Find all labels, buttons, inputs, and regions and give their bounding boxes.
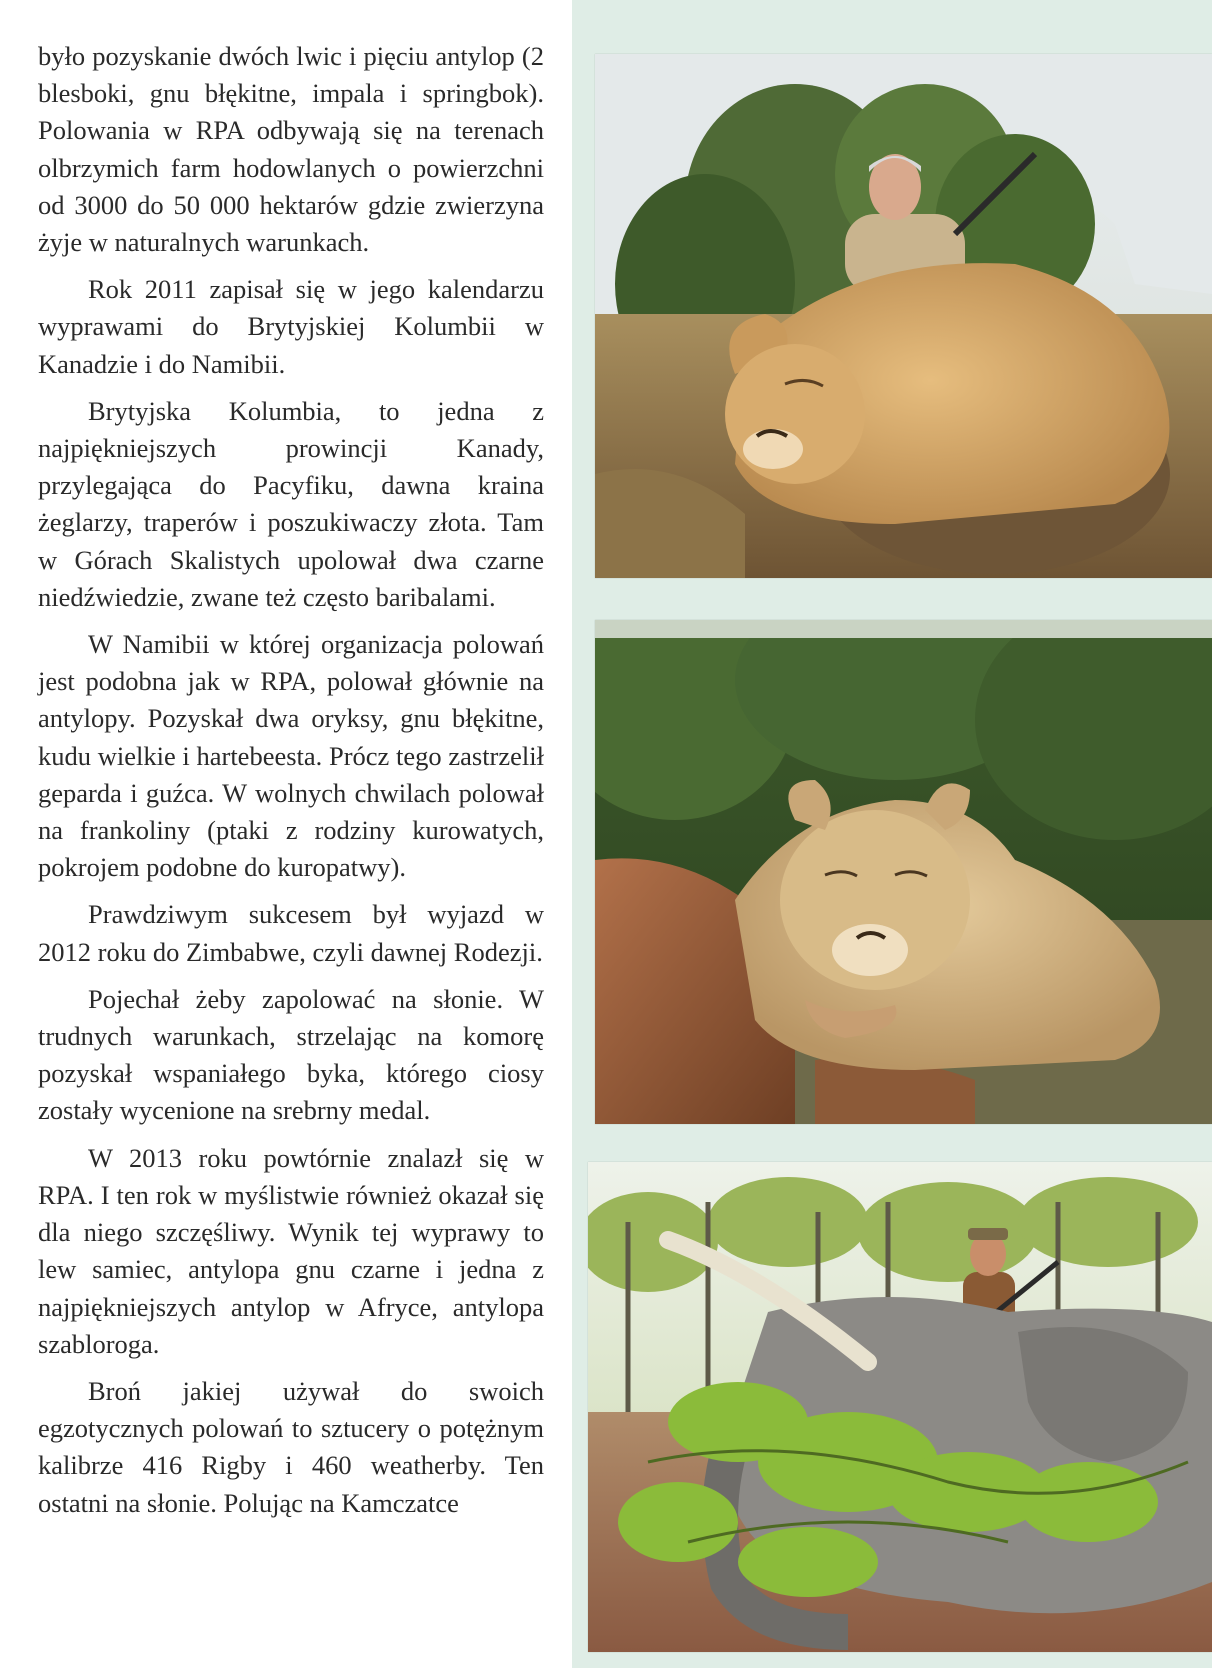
lioness-trophy-photo — [595, 54, 1212, 578]
article-paragraph: Rok 2011 zapisał się w jego kalendarzu wyprawami do Brytyjskiej Kolumbii w Kanadzie i do Namibii. — [38, 274, 544, 379]
article-paragraph: Prawdziwym sukcesem był wyjazd w 2012 roku do Zimbabwe, czyli dawnej Rodezji. — [38, 899, 544, 967]
article-paragraph: było pozyskanie dwóch lwic i pięciu antylop (2 blesboki, gnu błękitne, impala i springbok). Polowania w RPA odbywają się na terenach olbrzymich farm hodowlanych o powierzchni od 3000 do 50 000 hektarów gdzie zwierzyna żyje w naturalnych warunkach. — [38, 41, 544, 258]
lioness-on-rock-photo — [595, 620, 1212, 1124]
article-paragraph: W Namibii w której organizacja polowań jest podobna jak w RPA, polował głównie na antylopy. Pozyskał dwa oryksy, gnu błękitne, kudu wielkie i hartebeesta. Prócz tego zastrzelił geparda i guźca. W wolnych chwilach polował na frankoliny (ptaki z rodziny kurowatych, pokrojem podobne do kuropatwy). — [38, 629, 544, 883]
elephant-trophy-photo — [588, 1162, 1212, 1652]
article-text-column — [38, 38, 544, 1532]
article-paragraph: Brytyjska Kolumbia, to jedna z najpiękniejszych prowincji Kanady, przylegająca do Pacyfiku, dawna kraina żeglarzy, traperów i poszukiwaczy złota. Tam w Górach Skalistych upolował dwa czarne niedźwiedzie, zwane też często baribalami. — [38, 395, 544, 612]
article-paragraph: W 2013 roku powtórnie znalazł się w RPA. I ten rok w myślistwie również okazał się dla niego szczęśliwy. Wynik tej wyprawy to lew samiec, antylopa gnu czarne i jedna z najpiękniejszych antylop w Afryce, antylopa szabloroga. — [38, 1142, 544, 1359]
article-paragraph: Broń jakiej używał do swoich egzotycznych polowań to sztucery o potężnym kalibrze 416 Rigby i 460 weatherby. Ten ostatni na słonie. Polując na Kamczatce — [38, 1375, 544, 1518]
article-paragraph: Pojechał żeby zapolować na słonie. W trudnych warunkach, strzelając na komorę pozyskał wspaniałego byka, którego ciosy zostały wycenione na srebrny medal. — [38, 983, 544, 1126]
